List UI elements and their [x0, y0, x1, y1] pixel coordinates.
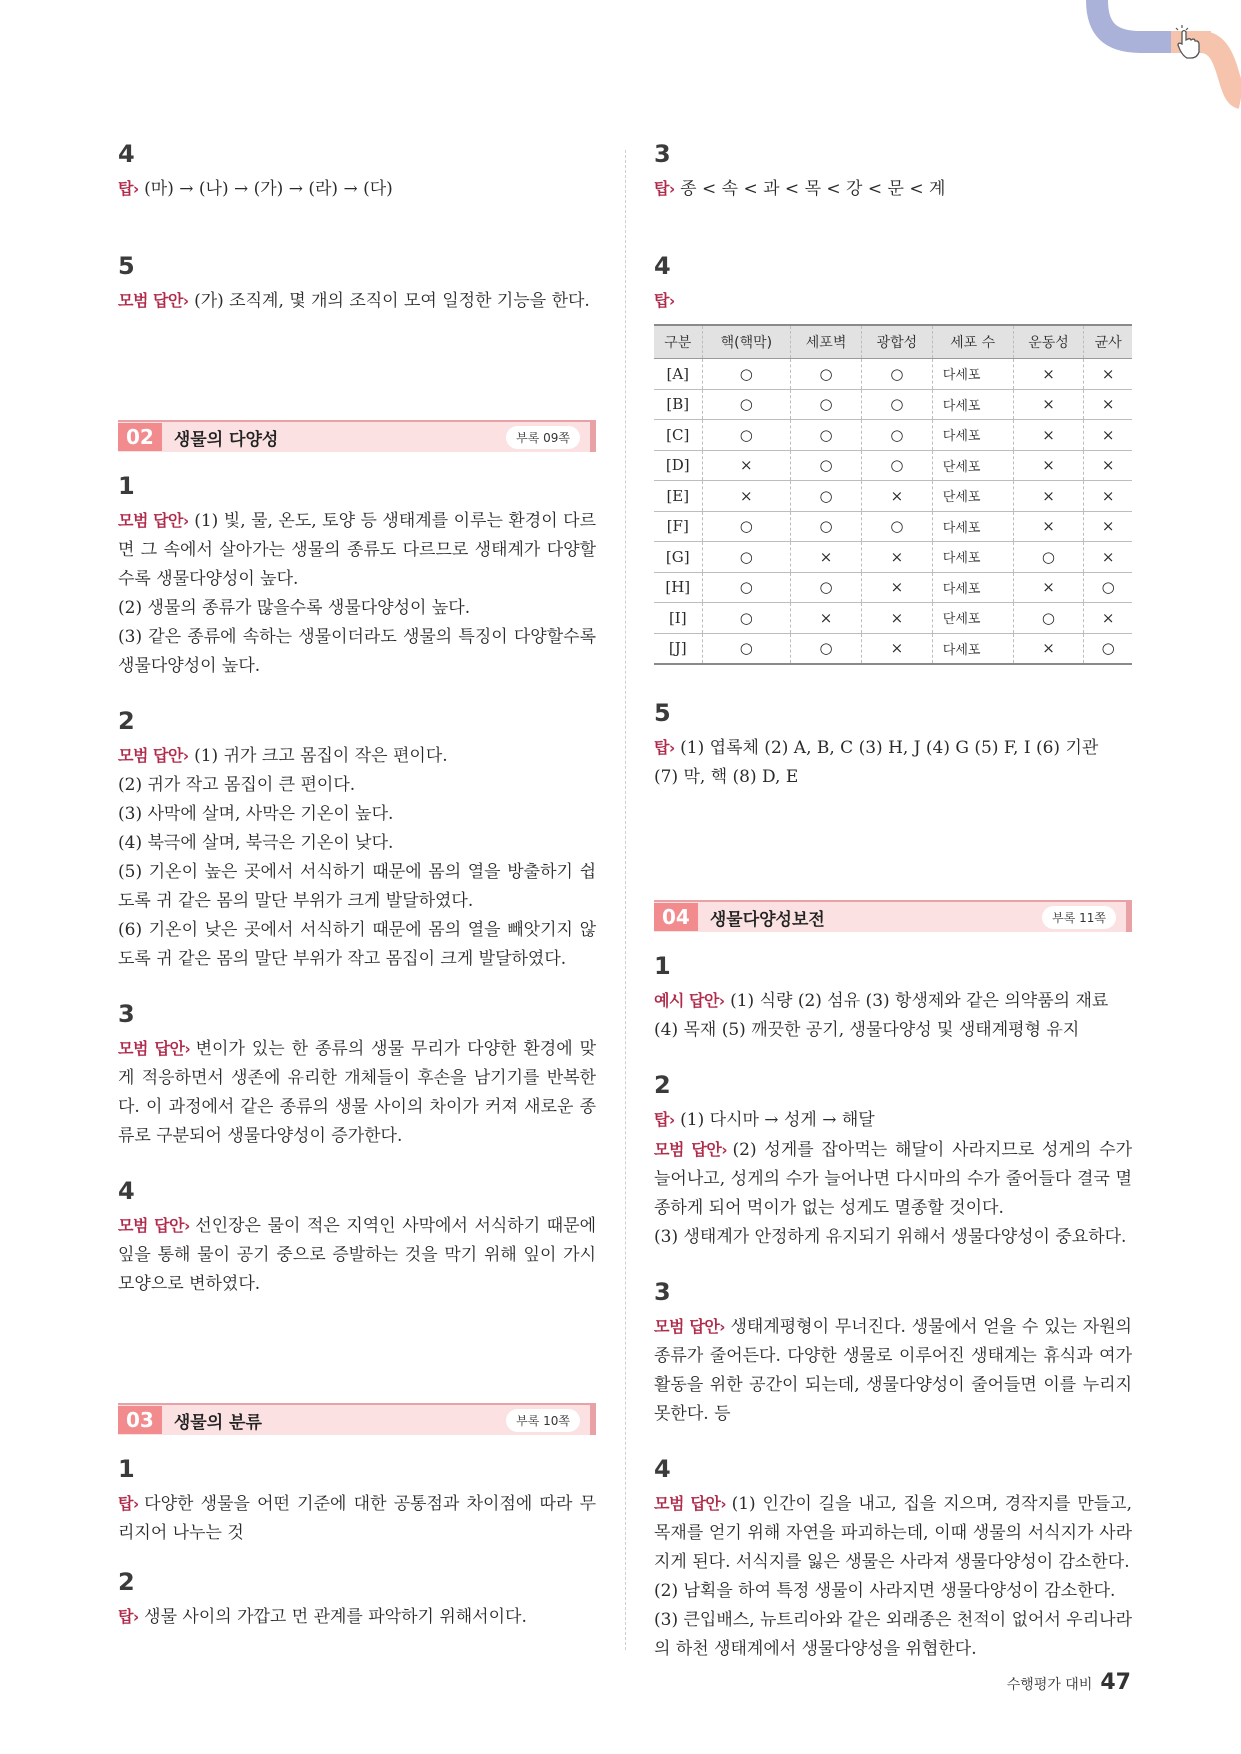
table-cell: ○ — [791, 633, 862, 664]
section-number: 02 — [118, 423, 162, 451]
table-cell: 다세포 — [932, 389, 1013, 420]
table-cell: ○ — [702, 359, 791, 390]
answer-line: (2) 남획을 하여 특정 생물이 사라지면 생물다양성이 감소한다. — [654, 1581, 1116, 1601]
section-ref-badge: 부록 10쪽 — [506, 1409, 580, 1432]
table-cell: ○ — [1013, 603, 1084, 634]
section-ref-badge: 부록 09쪽 — [506, 426, 580, 449]
table-cell: 다세포 — [932, 633, 1013, 664]
table-header-cell: 운동성 — [1013, 325, 1084, 359]
answer-text: 생태계평형이 무너진다. 생물에서 얻을 수 있는 자원의 종류가 줄어든다. 다양한 생물로 이루어진 생태계는 휴식과 여가 활동을 위한 공간이 되는데, 생물다양성이 줄어들면 이를 누리지 못한다. 등 — [654, 1317, 1132, 1424]
answer-line: (1) 엽록체 (2) A, B, C (3) H, J (4) G (5) F, I (6) 기관 — [680, 738, 1099, 758]
answer-arrow-icon: › — [668, 180, 676, 198]
section-title: 생물의 다양성 — [173, 429, 279, 450]
answer-arrow-icon: › — [719, 1318, 726, 1336]
sec03-question-1 — [118, 1455, 596, 1548]
answer-line: (5) 기온이 높은 곳에서 서식하기 때문에 몸의 열을 방출하기 쉽도록 귀 같은 몸의 말단 부위가 크게 발달하였다. — [118, 862, 596, 911]
table-cell: 다세포 — [932, 420, 1013, 451]
table-cell: ○ — [861, 359, 932, 390]
answer-label: 탑 — [654, 1110, 669, 1129]
question-4 — [118, 140, 596, 204]
table-cell: ○ — [702, 633, 791, 664]
sec02-question-3 — [118, 1000, 596, 1151]
table-row — [654, 481, 1132, 512]
answer-label: 탑 — [654, 179, 669, 198]
question-number: 1 — [654, 952, 671, 980]
answer-line: (1) 인간이 길을 내고, 집을 지으며, 경작지를 만들고, 목재를 얻기 위해 자연을 파괴하는데, 이때 생물의 서식지가 사라지게 된다. 서식지를 잃은 생물은 사라져 생물다양성이 감소한다. — [654, 1494, 1132, 1572]
table-cell: × — [861, 542, 932, 573]
footer-text: 수행평가 대비 — [1006, 1677, 1093, 1693]
answer-label: 모범 답안 — [118, 1039, 185, 1058]
question-3 — [654, 140, 1132, 204]
answer-label: 모범 답안 — [654, 1317, 720, 1336]
answer-label: 탑 — [118, 1494, 133, 1513]
answer-text: (마) → (나) → (가) → (라) → (다) — [144, 179, 393, 199]
answer-arrow-icon: › — [132, 180, 140, 198]
answer-text: 종 < 속 < 과 < 목 < 강 < 문 < 계 — [680, 179, 946, 199]
answer-arrow-icon: › — [668, 739, 676, 757]
answer-arrow-icon: › — [668, 292, 676, 310]
table-cell: 다세포 — [932, 511, 1013, 542]
table-cell: ○ — [702, 389, 791, 420]
table-body — [654, 359, 1132, 665]
table-header-cell: 핵(핵막) — [702, 325, 791, 359]
table-cell: × — [1013, 450, 1084, 481]
sec04-question-3 — [654, 1278, 1132, 1429]
table-cell: ○ — [1084, 633, 1132, 664]
table-cell: ○ — [791, 511, 862, 542]
table-cell: × — [861, 481, 932, 512]
answer-line: (1) 다시마 → 성게 → 해달 — [680, 1110, 875, 1130]
answer-arrow-icon: › — [668, 1111, 676, 1129]
table-row — [654, 603, 1132, 634]
page-footer — [1007, 1670, 1131, 1695]
table-cell: × — [861, 603, 932, 634]
row-label-cell: [C] — [654, 420, 702, 451]
table-cell: × — [702, 481, 791, 512]
answer-arrow-icon: › — [718, 992, 726, 1010]
table-cell: × — [791, 603, 862, 634]
answer-arrow-icon: › — [183, 512, 190, 530]
question-number: 4 — [654, 1455, 671, 1483]
row-label-cell: [I] — [654, 603, 702, 634]
answer-arrow-icon: › — [184, 1040, 191, 1058]
row-label-cell: [J] — [654, 633, 702, 664]
row-label-cell: [H] — [654, 572, 702, 603]
answer-arrow-icon: › — [720, 1495, 727, 1513]
table-row — [654, 572, 1132, 603]
table-cell: ○ — [1013, 542, 1084, 573]
answer-line: (1) 식량 (2) 섬유 (3) 항생제와 같은 의약품의 재료 — [730, 991, 1109, 1011]
table-cell: 다세포 — [932, 572, 1013, 603]
answer-text: 다양한 생물을 어떤 기준에 대한 공통점과 차이점에 따라 무리지어 나누는 것 — [118, 1494, 596, 1543]
table-row — [654, 511, 1132, 542]
answer-label: 탑 — [654, 291, 669, 310]
answer-label: 모범 답안 — [118, 291, 183, 310]
answer-label: 모범 답안 — [654, 1140, 722, 1159]
table-cell: × — [1084, 450, 1132, 481]
table-cell: × — [1013, 633, 1084, 664]
question-number: 3 — [118, 1000, 135, 1028]
question-number: 3 — [654, 1278, 671, 1306]
question-number: 2 — [654, 1071, 671, 1099]
answer-text: 선인장은 물이 적은 지역인 사막에서 서식하기 때문에 잎을 통해 물이 공기 중으로 증발하는 것을 막기 위해 잎이 가시 모양으로 변하였다. — [118, 1216, 596, 1294]
table-cell: × — [1013, 481, 1084, 512]
table-cell: × — [702, 450, 791, 481]
table-cell: × — [861, 572, 932, 603]
sec03-question-2 — [118, 1568, 596, 1632]
table-cell: ○ — [791, 481, 862, 512]
section-number: 04 — [654, 903, 698, 931]
answer-label: 예시 답안 — [654, 991, 719, 1010]
question-number: 5 — [654, 699, 671, 727]
table-cell: ○ — [861, 389, 932, 420]
section-title: 생물다양성보전 — [709, 909, 825, 930]
table-cell: × — [1084, 511, 1132, 542]
row-label-cell: [E] — [654, 481, 702, 512]
table-header-row — [654, 325, 1132, 359]
right-column — [654, 140, 1132, 1664]
question-5 — [118, 252, 596, 316]
table-cell: ○ — [861, 511, 932, 542]
answer-arrow-icon: › — [184, 1217, 191, 1235]
section-header-02 — [118, 420, 596, 452]
table-header-cell: 광합성 — [861, 325, 932, 359]
answer-line: (3) 생태계가 안정하게 유지되기 위해서 생물다양성이 중요하다. — [654, 1227, 1127, 1247]
table-header-cell: 세포벽 — [791, 325, 862, 359]
table-cell: ○ — [861, 450, 932, 481]
table-cell: 다세포 — [932, 359, 1013, 390]
answer-line: (3) 같은 종류에 속하는 생물이더라도 생물의 특징이 다양할수록 생물다양성이 높다. — [118, 627, 596, 676]
table-row — [654, 633, 1132, 664]
question-number: 2 — [118, 707, 135, 735]
answer-text: (가) 조직계, 몇 개의 조직이 모여 일정한 기능을 한다. — [194, 291, 590, 311]
table-cell: ○ — [791, 359, 862, 390]
section-header-04 — [654, 900, 1132, 932]
section-header-03 — [118, 1403, 596, 1435]
table-header-cell: 구분 — [654, 325, 702, 359]
answer-arrow-icon: › — [182, 292, 190, 310]
answer-text: 생물 사이의 가깝고 먼 관계를 파악하기 위해서이다. — [144, 1607, 527, 1627]
table-cell: ○ — [791, 389, 862, 420]
table-row — [654, 450, 1132, 481]
table-cell: ○ — [702, 511, 791, 542]
answer-line: (3) 큰입배스, 뉴트리아와 같은 외래종은 천적이 없어서 우리나라의 하천 생태계에서 생물다양성을 위협한다. — [654, 1610, 1132, 1659]
table-cell: ○ — [791, 572, 862, 603]
table-cell: × — [1084, 389, 1132, 420]
sec02-question-2 — [118, 707, 596, 974]
section-number: 03 — [118, 1406, 162, 1434]
question-number: 3 — [654, 140, 671, 168]
question-number: 4 — [118, 140, 135, 168]
table-row — [654, 542, 1132, 573]
section-ref-badge: 부록 11쪽 — [1042, 906, 1116, 929]
answer-line: (1) 귀가 크고 몸집이 작은 편이다. — [194, 746, 448, 766]
table-row — [654, 359, 1132, 390]
row-label-cell: [A] — [654, 359, 702, 390]
table-cell: ○ — [791, 420, 862, 451]
left-column — [118, 140, 596, 1632]
answer-line: (2) 생물의 종류가 많을수록 생물다양성이 높다. — [118, 598, 471, 618]
table-cell: × — [1013, 511, 1084, 542]
table-cell: 단세포 — [932, 481, 1013, 512]
answer-line: (4) 북극에 살며, 북극은 기온이 낮다. — [118, 833, 394, 853]
question-4 — [654, 252, 1132, 665]
answer-arrow-icon: › — [721, 1141, 728, 1159]
answer-label: 탑 — [118, 1607, 133, 1626]
answer-arrow-icon: › — [132, 1495, 140, 1513]
table-cell: ○ — [791, 450, 862, 481]
table-cell: × — [791, 542, 862, 573]
table-cell: × — [861, 633, 932, 664]
table-cell: × — [1084, 603, 1132, 634]
column-divider — [625, 150, 626, 1650]
sec02-question-1 — [118, 472, 596, 681]
table-cell: ○ — [702, 420, 791, 451]
classification-table — [654, 324, 1132, 665]
table-cell: × — [1013, 420, 1084, 451]
row-label-cell: [G] — [654, 542, 702, 573]
question-number: 2 — [118, 1568, 135, 1596]
answer-line: (3) 사막에 살며, 사막은 기온이 높다. — [118, 804, 394, 824]
table-cell: ○ — [702, 542, 791, 573]
table-cell: × — [1013, 389, 1084, 420]
table-row — [654, 420, 1132, 451]
sec02-question-4 — [118, 1177, 596, 1299]
table-cell: ○ — [702, 603, 791, 634]
table-cell: × — [1084, 481, 1132, 512]
question-number: 4 — [654, 252, 671, 280]
question-number: 4 — [118, 1177, 135, 1205]
table-cell: 단세포 — [932, 450, 1013, 481]
row-label-cell: [D] — [654, 450, 702, 481]
question-number: 1 — [118, 472, 135, 500]
answer-line: (2) 귀가 작고 몸집이 큰 편이다. — [118, 775, 356, 795]
question-number: 5 — [118, 252, 135, 280]
answer-arrow-icon: › — [132, 1608, 140, 1626]
table-cell: × — [1013, 359, 1084, 390]
sec04-question-1 — [654, 952, 1132, 1045]
answer-line: (4) 목재 (5) 깨끗한 공기, 생물다양성 및 생태계평형 유지 — [654, 1020, 1080, 1040]
table-cell: ○ — [1084, 572, 1132, 603]
answer-line: (1) 빛, 물, 온도, 토양 등 생태계를 이루는 환경이 다르면 그 속에서 살아가는 생물의 종류도 다르므로 생태계가 다양할수록 생물다양성이 높다. — [118, 511, 596, 589]
table-cell: × — [1084, 359, 1132, 390]
question-number: 1 — [118, 1455, 135, 1483]
answer-label: 모범 답안 — [118, 746, 183, 765]
table-cell: × — [1084, 420, 1132, 451]
answer-label: 모범 답안 — [118, 1216, 185, 1235]
table-cell: 단세포 — [932, 603, 1013, 634]
answer-text: 변이가 있는 한 종류의 생물 무리가 다양한 환경에 맞게 적응하면서 생존에 유리한 개체들이 후손을 남기기를 반복한다. 이 과정에서 같은 종류의 생물 사이의 차이가 커져 새로운 종류로 구분되어 생물다양성이 증가한다. — [118, 1039, 596, 1146]
page-number: 47 — [1100, 1670, 1131, 1695]
answer-arrow-icon: › — [182, 747, 190, 765]
answer-label: 탑 — [654, 738, 669, 757]
sec04-question-4 — [654, 1455, 1132, 1664]
table-cell: × — [1084, 542, 1132, 573]
answer-label: 탑 — [118, 179, 133, 198]
answer-line: (6) 기온이 낮은 곳에서 서식하기 때문에 몸의 열을 빼앗기지 않도록 귀 같은 몸의 말단 부위가 작고 몸집이 크게 발달하였다. — [118, 920, 596, 969]
question-5 — [654, 699, 1132, 792]
table-header-cell: 세포 수 — [932, 325, 1013, 359]
row-label-cell: [F] — [654, 511, 702, 542]
answer-label: 모범 답안 — [118, 511, 183, 530]
table-cell: × — [1013, 572, 1084, 603]
sec04-question-2 — [654, 1071, 1132, 1252]
answer-line: (7) 막, 핵 (8) D, E — [654, 767, 799, 787]
table-cell: 다세포 — [932, 542, 1013, 573]
table-header-cell: 균사 — [1084, 325, 1132, 359]
answer-line: (2) 성게를 잡아먹는 해달이 사라지므로 성게의 수가 늘어나고, 성게의 수가 늘어나면 다시마의 수가 줄어들다 결국 멸종하게 되어 먹이가 없는 성게도 멸종할 것이다. — [654, 1140, 1132, 1218]
section-title: 생물의 분류 — [173, 1412, 262, 1433]
table-cell: ○ — [702, 572, 791, 603]
table-cell: ○ — [861, 420, 932, 451]
corner-decoration — [1051, 0, 1241, 120]
table-row — [654, 389, 1132, 420]
row-label-cell: [B] — [654, 389, 702, 420]
answer-label: 모범 답안 — [654, 1494, 721, 1513]
